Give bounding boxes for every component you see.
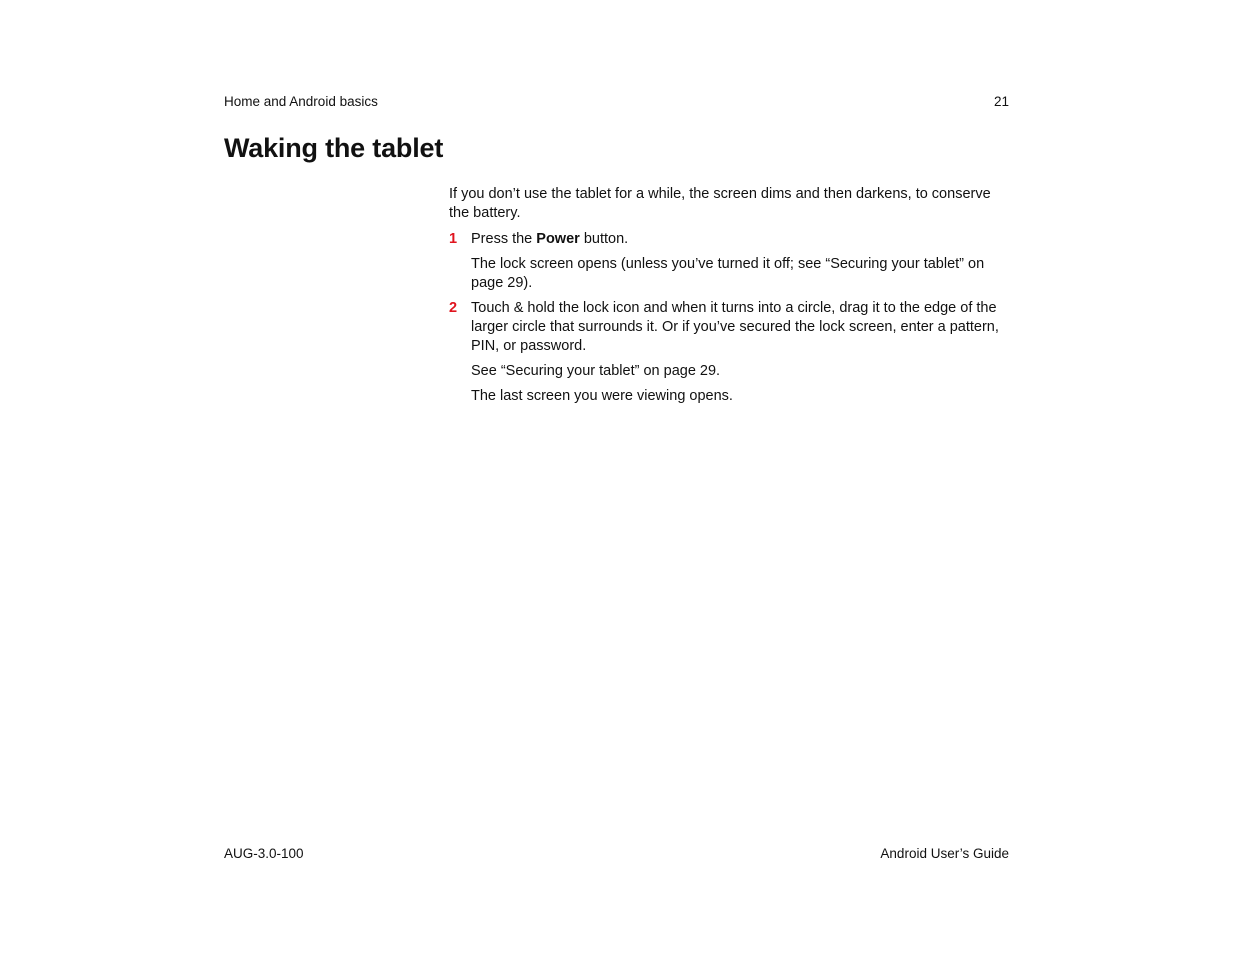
footer-doc-code: AUG-3.0-100	[224, 846, 304, 861]
page-title: Waking the tablet	[224, 133, 444, 163]
body-content	[449, 185, 1011, 412]
intro-paragraph: If you don’t use the tablet for a while, the screen dims and then darkens, to conserve the battery.	[449, 186, 991, 221]
step-number: 2	[449, 300, 458, 316]
step-text: Touch & hold the lock icon and when it turns into a circle, drag it to the edge of the larger circle that surrounds it. Or if you’ve secured the lock screen, enter a pattern, PIN, or password.	[471, 300, 999, 354]
step-item	[449, 230, 1011, 293]
step-item	[449, 299, 1011, 406]
step-note: The lock screen opens (unless you’ve turned it off; see “Securing your tablet” on page 29).	[471, 256, 985, 291]
power-button-label: Power	[536, 231, 580, 247]
step-text	[471, 230, 1011, 249]
step-text-part: button.	[579, 231, 629, 247]
step-note: See “Securing your tablet” on page 29.	[471, 363, 721, 379]
header-page-number: 21	[993, 94, 1009, 109]
footer-guide-name: Android User’s Guide	[880, 846, 1009, 861]
step-text-part: Press the	[471, 231, 537, 247]
step-number: 1	[449, 231, 458, 247]
step-note: The last screen you were viewing opens.	[471, 388, 733, 404]
header-section-title: Home and Android basics	[224, 94, 378, 109]
